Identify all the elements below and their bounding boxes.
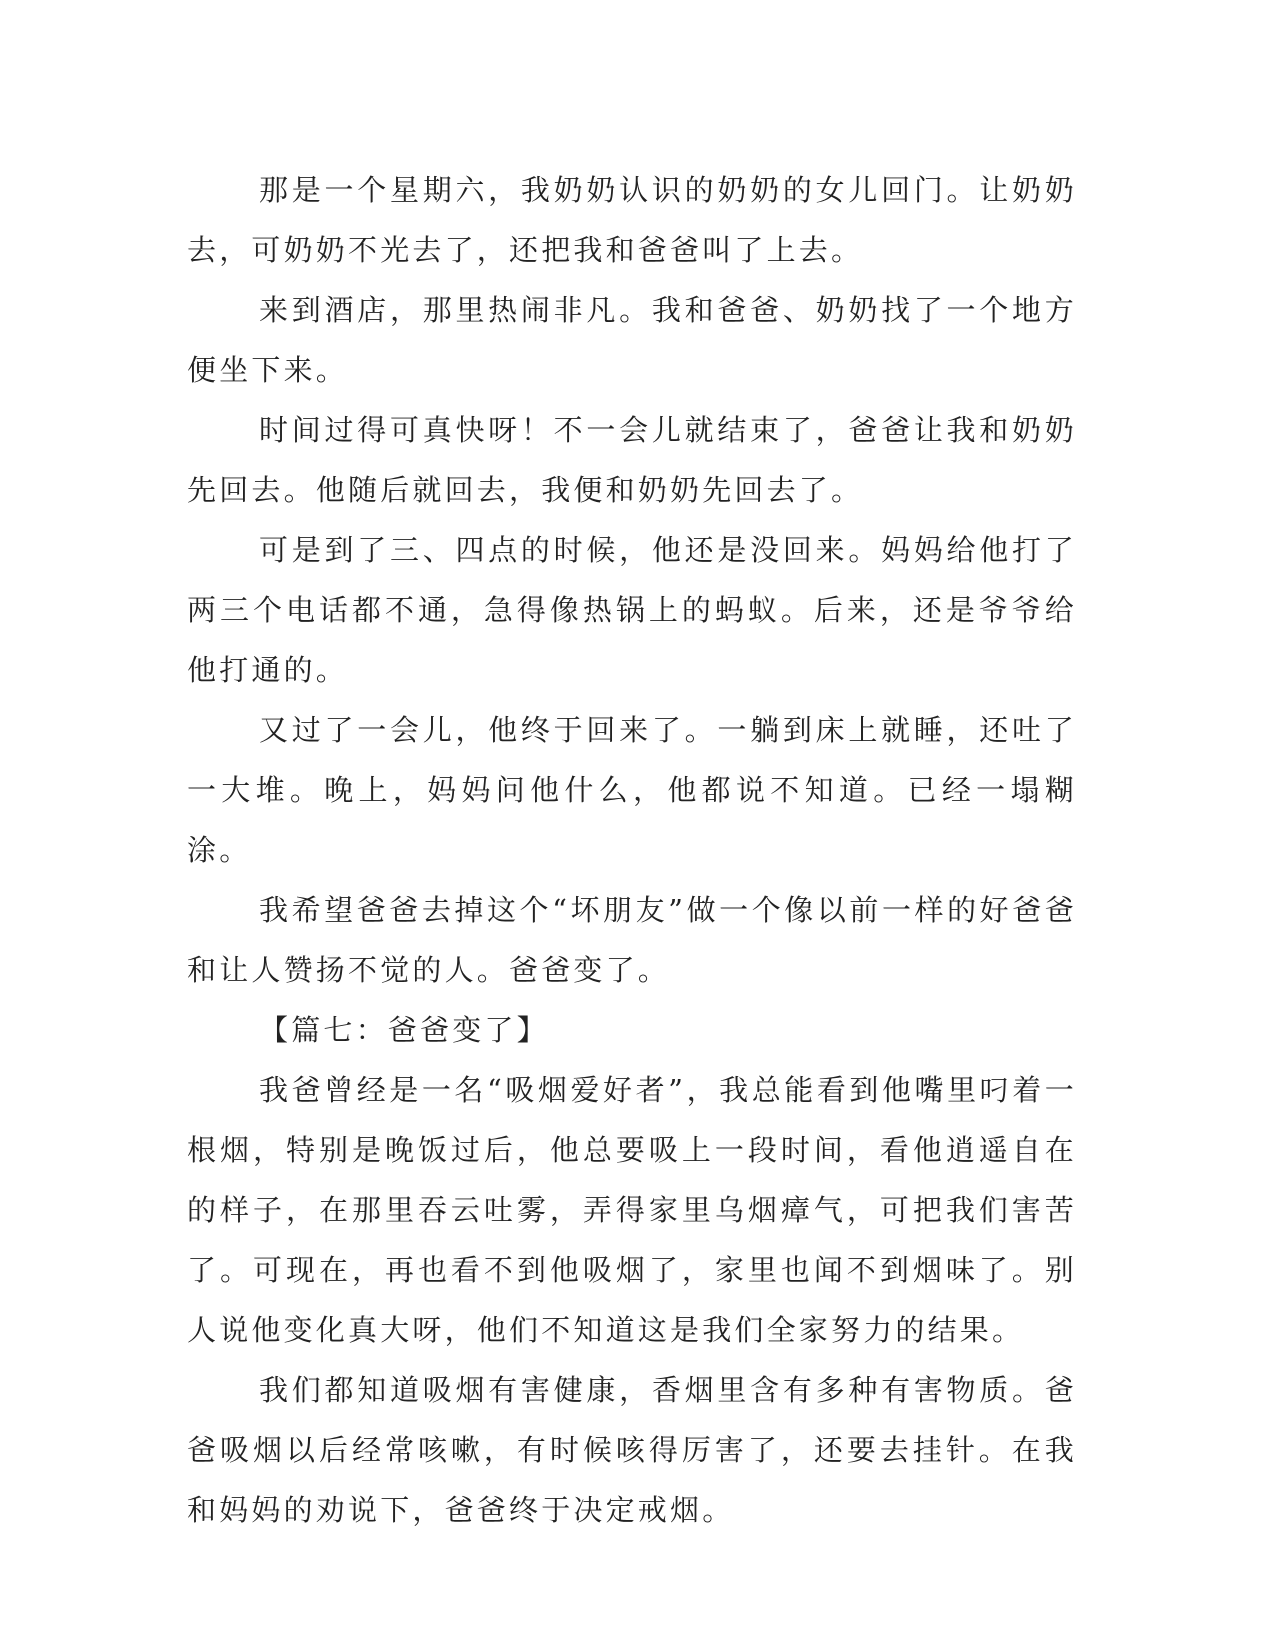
paragraph-6: 我希望爸爸去掉这个“坏朋友”做一个像以前一样的好爸爸和让人赞扬不觉的人。爸爸变了。	[187, 893, 1077, 987]
paragraph-3: 时间过得可真快呀！不一会儿就结束了，爸爸让我和奶奶先回去。他随后就回去，我便和奶奶先回去了。	[187, 413, 1077, 507]
paragraph-4: 可是到了三、四点的时候，他还是没回来。妈妈给他打了两三个电话都不通，急得像热锅上的蚂蚁。后来，还是爷爷给他打通的。	[187, 533, 1077, 687]
paragraph-5: 又过了一会儿，他终于回来了。一躺到床上就睡，还吐了一大堆。晚上，妈妈问他什么，他都说不知道。已经一塌糊涂。	[187, 713, 1077, 867]
section-heading: 【篇七：爸爸变了】	[259, 1013, 549, 1047]
document-body	[187, 160, 1077, 1540]
paragraph-2: 来到酒店，那里热闹非凡。我和爸爸、奶奶找了一个地方便坐下来。	[187, 293, 1077, 387]
paragraph-7: 我爸曾经是一名“吸烟爱好者”，我总能看到他嘴里叼着一根烟，特别是晚饭过后，他总要吸上一段时间，看他逍遥自在的样子，在那里吞云吐雾，弄得家里乌烟瘴气，可把我们害苦了。可现在，再也看不到他吸烟了，家里也闻不到烟味了。别人说他变化真大呀，他们不知道这是我们全家努力的结果。	[187, 1073, 1077, 1347]
paragraph-1: 那是一个星期六，我奶奶认识的奶奶的女儿回门。让奶奶去，可奶奶不光去了，还把我和爸爸叫了上去。	[187, 173, 1077, 267]
paragraph-8: 我们都知道吸烟有害健康，香烟里含有多种有害物质。爸爸吸烟以后经常咳嗽，有时候咳得厉害了，还要去挂针。在我和妈妈的劝说下，爸爸终于决定戒烟。	[187, 1373, 1077, 1527]
